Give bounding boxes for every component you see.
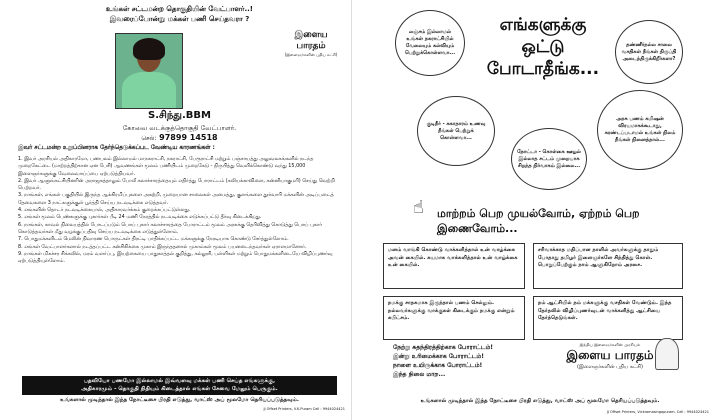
message-box-1: மனம் வாங்கி கொண்டு வாக்களித்தால் உன் வாழ்க்கை அவன் கையில். சுயமாக வாக்களித்தால் உன் வாழ்க்கை உன் கையில். (383, 243, 525, 289)
right-flyer (365, 0, 715, 420)
point-item: 6. நாங்கள், காவல் நிலையத்தில் போடப்படும் பொய் புகார் கலாச்சாரத்தை போராட்டம் மூலம் அரசுக்கு தெரிவித்து கொடுத்து பொய் புகார் கொடுத்தவர்கள் மீது வழக்குப்பதிவு செய்ய நடவடிக்கை எடுத்துள்ளோம். (18, 221, 322, 235)
point-item: 8. எங்கள் வேட்பாளர்களால் நடத்தப்பட்ட கன்சிகிக்கை முகாம் இருந்ததனால் முகாம்கள் மூலம் பயனடைந்தவர்கள் ஏராளமானோர். (18, 243, 307, 250)
phone-line: செல்: 97899 14518 (141, 133, 218, 142)
candidate-name: S.சிந்து.BBM (148, 110, 211, 121)
point-item: 9. நாங்கள் மிகச்சர சிக்கலில், மரம் வளர்ப்பு, இயற்கையை பாதுகாத்தல் குறித்து, கல்லூரி, பள்ளிகள் மற்றும் பொதுமக்களிடையே விழிப்புணர்வு ஏற்படுத்தியுள்ளோம். (18, 250, 333, 265)
point-item: 7. பொதுமக்களிடம் மெலின் நிவாரண பொருட்கள் திரட்டி பாதிக்கப்பட்ட மக்களுக்கு நேரடியாக கொண்டு சேர்த்துள்ளோம். (18, 236, 289, 243)
black-banner: பதவியோ பணமோ இல்லாமல் இவ்வளவு மக்கள் பணி செய்த எங்களுக்கு, அதிகாரமும் - தொகுதி நிதியும் கிடைத்தால் எங்கள் சேவை மேலும் பெருகும். (22, 376, 337, 395)
left-flyer (8, 0, 352, 420)
circle-funds: அரசு பணம் கமிஷன் விரயமாகக்கூடாது, சுரண்டப்படாமல் உங்கள் நிலம் நீங்கள் நினைத்தால்... (597, 90, 683, 170)
circle-water: குடிநீர் - சுகாதாரம் உணவு நீங்கள் பெற்றுக் கொள்ளவா... (417, 96, 495, 166)
printer-credit: JJ Offset Printers, V.K.Puram Cell : 9944024421 (263, 407, 345, 411)
printer-credit: JJ Offset Printers, Vickramasingapuram. Cell : 9944024421 (606, 410, 709, 414)
left-header: உங்கள் சட்டமன்ற தொகுதியின் வேட்பாளர்..! இவரைப்போன்று மக்கள் பணி செய்தவரா ? (106, 5, 253, 23)
message-box-3: நமக்கு சாதகமாக இருந்தால் பணம் செல்லும். நல்லவர்களுக்கு வாக்குகள் கிடைக்கும் நமக்கு என்றும் சுபிட்சம். (383, 296, 525, 340)
circle-roads: தண்ணீர்நல்ல சாலை வசதிகள் நீங்கள் திருப்தி அடைந்திருக்கிறீர்களா? (615, 20, 683, 84)
right-title: எங்களுக்கு ஒட்டு போடாதீங்க... (486, 15, 600, 79)
circle-nota: நோட்டா - கொள்கை ஊழல் இல்லாத சட்டம் முறையாக சிறந்த நிர்வாகம் இல்லை... (511, 128, 587, 190)
right-footer: உங்களால் முடிந்தால் இந்த நோட்டீசை பிரதி எடுத்து, வாட்ஸ் அப் மூலமோ தெரியப்படுத்தவும். (420, 398, 660, 404)
party-logo: இளைய பாரதம் (இளைஞர்களின் புதிய கட்சி) (284, 30, 338, 57)
intro-heading: இவர் சட்டமன்ற உறுப்பினராக தேர்ந்தெடுக்கப்பட வேண்டிய காரணங்கள் : (18, 145, 215, 151)
point-item: 3. நாங்கள், எங்கள் பகுதியில் இருந்த ஆக்கிரமிப்புகளை அகற்றி, முறையான சாலைகள் அமைத்து, குளங்களை தூர்வாரி மக்களின் அடிப்படைத் தேவைகளை 3 நாட்களுக்குள் பூர்த்தி செய்ய நடவடிக்கை எடுத்தவர். (18, 192, 334, 206)
leader-sketch (655, 338, 679, 370)
circle-bribe: லஞ்சம் இல்லாமல் உங்கள் நகராட்சியில் வேலையும் கல்வியும் பெற்றுக்கொள்ளவா... (395, 10, 465, 76)
closing-lines: நேற்று சுதந்திரத்திற்காக போராட்டம்! இன்று உரிமைக்காக போராட்டம்! நாளை உயிருக்காக போராட்டம்! இந்த நிலை மாற... (393, 344, 494, 378)
constituency: கோவை வடக்குத்தொகுதி வேட்பாளர். (122, 124, 237, 132)
point-item: 4. எங்களின் தொடர் நடவடிக்கையால், அதிகாரவர்க்கம் குறைக்கப்பட்டுள்ளது. (18, 207, 191, 214)
pointing-hand-icon: ☝ (413, 197, 424, 218)
left-footer: உங்களால் முடிந்தால் இந்த நோட்டீசை பிரதி எடுத்து, வாட்ஸ் அப் மூலமோ தெரியப்படுத்தவும். (60, 397, 299, 403)
candidate-photo (115, 33, 183, 109)
point-item: 1. இவர் அரசியல் அதிகாரமோ, பணபலம் இல்லாமல் மாநகராட்சி, நகராட்சி, பேரூராட்சி மற்றும் பஞ்சாயத்து அலுவலகங்களில் நடந்த முறைகேட்டை (மாற்றத்திற்கான ஏன பேசி) ஆவணங்கள் மூலம் பணியிடம் முறைகேடு - நிருபித்து வெளிக்கொண்டு வந்து 15,000 இளைஞர்களுக்கு வேலைவாய்ப்பை ஏற்படுத்தியவர். (18, 156, 314, 177)
points-list (18, 156, 341, 265)
party-logo: இந்திய இளைஞர்களின் அரசியல் இளைய பாரதம் (இளைஞர்களின் புதிய கட்சி) (566, 342, 654, 370)
point-item: 5. எங்கள் மூலம் பெண்களுக்கு புகார்கள் பீடி 24 மணி நேரத்தில் நடவடிக்கை எடுக்கப்பட்டு தீர்வு கிடைக்கிறது. (18, 214, 262, 221)
message-box-2: சரிவாக்காத மதிப்பான நாளில் அவர்களுக்கு தாதும் போதாது தமிழர் இளைஞர்களே சிந்தித்து கொள். பொறுப்பேற்கும் நாம் ஆளுகிறோம் அரசை. (533, 243, 683, 289)
slogan: மாற்றம் பெற முயல்வோம், ஏற்றம் பெற இணைவோம்... (437, 207, 640, 235)
message-box-4: நம் ஆட்சியில் நம் மக்களுக்கு வசதிகள் வேண்டும். இந்த தேர்தலில் விழிப்புணர்வுடன் வாக்களித்து ஆட்சியை தேர்ந்தெடுங்கள். (533, 296, 683, 340)
point-item: 2. இவர் ஆளுங்கட்சியினரின் அராஜகத்தாலும் போலீ கலாச்சாரத்தையும் எதிர்த்து போராட்டம் (கலியக்காவிளை, கன்னியாகுமரி) செய்து வெற்றி பெற்றவர். (18, 177, 335, 192)
